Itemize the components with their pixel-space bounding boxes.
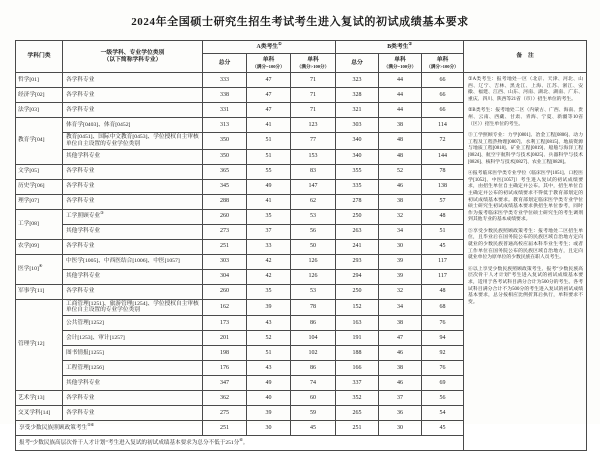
score-cell: 50 xyxy=(291,239,336,254)
score-cell: 152 xyxy=(336,299,379,316)
score-cell: 123 xyxy=(291,118,336,133)
category-cell: 理学[07] xyxy=(16,194,63,209)
header-specialty xyxy=(63,41,203,73)
score-cell: 49 xyxy=(247,179,291,194)
score-cell: 44 xyxy=(379,88,422,103)
score-cell: 35 xyxy=(247,284,291,299)
score-cell: 40 xyxy=(247,391,291,406)
category-cell: 交叉学科[14] xyxy=(16,406,63,421)
specialty-cell: 各学科专业 xyxy=(63,239,203,254)
score-cell: 263 xyxy=(336,224,379,239)
score-cell: 83 xyxy=(291,164,336,179)
score-cell: 251 xyxy=(203,239,247,254)
remark-paragraph: ②B类考生：报考地处二区（内蒙古、广西、海南、贵州、云南、西藏、甘肃、青海、宁夏、新疆等10省（区））招生单位的考生。 xyxy=(468,108,584,127)
score-cell: 117 xyxy=(422,254,464,269)
score-cell: 76 xyxy=(422,316,464,331)
score-cell: 250 xyxy=(336,209,379,224)
score-cell: 51 xyxy=(247,149,291,164)
score-cell: 176 xyxy=(203,361,247,376)
category-cell: 历史学[06] xyxy=(16,179,63,194)
score-cell: 350 xyxy=(203,133,247,150)
score-cell: 39 xyxy=(379,254,422,269)
score-cell: 34 xyxy=(379,299,422,316)
remark-paragraph: ①A类考生：报考地处一区（北京、天津、河北、山西、辽宁、吉林、黑龙江、上海、江苏、浙江、安徽、福建、江西、山东、河南、湖北、湖南、广东、重庆、四川、陕西等21省（市））招生单位的考生。 xyxy=(468,77,584,102)
header-b-single-over100: 单科 （满分>100分） xyxy=(422,54,464,73)
score-table xyxy=(15,40,587,451)
score-cell: 355 xyxy=(336,164,379,179)
specialty-cell: 教育[0451]、国际中文教育[0453]、学位授权自主审核单位自主设置的专业学位类别 xyxy=(63,133,203,150)
score-cell: 35 xyxy=(247,209,291,224)
category-cell: 农学[09] xyxy=(16,239,63,254)
header-category: 学科门类 xyxy=(16,41,63,73)
score-cell: 331 xyxy=(203,103,247,118)
score-cell: 45 xyxy=(422,239,464,254)
score-cell: 30 xyxy=(379,239,422,254)
score-cell: 335 xyxy=(336,179,379,194)
remark-paragraph: ⑥以上享受少数民族照顾政策考生、报考“少数民族高层次骨干人才计划”考生进入复试的初试成绩基本要求，适用于各考试科目满分合计为500分的考生。各考试科目满分合计不为500分的考生进入复试的初试成绩基本要求，总分按相应比例折算后执行，单科要求不变。 xyxy=(468,266,584,305)
score-cell: 37 xyxy=(247,224,291,239)
score-cell: 66 xyxy=(422,73,464,88)
score-cell: 273 xyxy=(203,224,247,239)
score-cell: 47 xyxy=(247,73,291,88)
specialty-cell: 工程管理[1256] xyxy=(63,361,203,376)
score-cell: 47 xyxy=(247,103,291,118)
score-cell: 293 xyxy=(336,254,379,269)
category-cell: 哲学[01] xyxy=(16,73,63,88)
score-cell: 43 xyxy=(247,361,291,376)
score-cell: 51 xyxy=(247,133,291,150)
score-cell: 71 xyxy=(291,73,336,88)
score-cell: 347 xyxy=(203,376,247,391)
specialty-cell: 工学照顾专业③ xyxy=(63,209,203,224)
category-cell: 军事学[11] xyxy=(16,284,63,299)
category-cell: 教育学[04] xyxy=(16,118,63,165)
score-cell: 72 xyxy=(422,133,464,150)
footnote-cell: 报考“少数民族高层次骨干人才计划”考生进入复试的初试成绩基本要求为总分不低于251分⑥。 xyxy=(16,436,464,451)
category-cell: 经济学[02] xyxy=(16,88,63,103)
category-cell: 医学[10]④ xyxy=(16,254,63,284)
score-cell: 47 xyxy=(379,331,422,346)
score-cell: 71 xyxy=(291,88,336,103)
score-cell: 338 xyxy=(203,88,247,103)
score-cell: 69 xyxy=(422,376,464,391)
score-cell: 92 xyxy=(422,346,464,361)
score-cell: 126 xyxy=(291,269,336,284)
footnote-marker: ⑤⑥ xyxy=(87,422,95,427)
specialty-cell: 工商管理[1251]、旅游管理[1254]、学位授权自主审核单位自主设置的专业学位类别 xyxy=(63,299,203,316)
score-cell: 42 xyxy=(247,254,291,269)
specialty-cell: 图书情报[1255] xyxy=(63,346,203,361)
score-cell: 32 xyxy=(379,284,422,299)
specialty-cell: 会计[1253]、审计[1257] xyxy=(63,331,203,346)
category-cell: 艺术学[13] xyxy=(16,391,63,406)
score-cell: 48 xyxy=(422,209,464,224)
score-cell: 162 xyxy=(203,299,247,316)
score-cell: 102 xyxy=(291,346,336,361)
score-cell: 275 xyxy=(203,406,247,421)
score-cell: 191 xyxy=(336,331,379,346)
score-cell: 46 xyxy=(379,346,422,361)
score-cell: 62 xyxy=(291,194,336,209)
score-cell: 53 xyxy=(291,284,336,299)
score-cell: 68 xyxy=(422,299,464,316)
score-cell: 303 xyxy=(336,118,379,133)
score-cell: 38 xyxy=(379,194,422,209)
score-cell: 47 xyxy=(247,88,291,103)
score-cell: 241 xyxy=(336,239,379,254)
score-cell: 52 xyxy=(379,164,422,179)
document-title: 2024年全国硕士研究生招生考试考生进入复试的初试成绩基本要求 xyxy=(131,16,469,28)
score-cell: 294 xyxy=(336,269,379,284)
score-cell: 138 xyxy=(422,179,464,194)
score-cell: 365 xyxy=(203,164,247,179)
specialty-cell: 其他学科专业 xyxy=(63,149,203,164)
specialty-cell: 其他学科专业 xyxy=(63,376,203,391)
score-cell: 86 xyxy=(291,316,336,331)
header-b-single100: 单科 （满分=100分） xyxy=(379,54,422,73)
score-cell: 38 xyxy=(379,316,422,331)
specialty-cell: 各学科专业 xyxy=(63,391,203,406)
score-cell: 323 xyxy=(336,73,379,88)
score-cell: 44 xyxy=(379,103,422,118)
score-cell: 313 xyxy=(203,118,247,133)
header-b-total: 总分 xyxy=(336,54,379,73)
header-a-single100: 单科 （满分=100分） xyxy=(247,54,291,73)
score-cell: 78 xyxy=(291,299,336,316)
score-cell: 30 xyxy=(247,421,291,436)
category-cell: 法学[03] xyxy=(16,103,63,118)
specialty-cell: 体育学[0403]、体育[0452] xyxy=(63,118,203,133)
score-cell: 126 xyxy=(291,254,336,269)
score-cell: 44 xyxy=(379,73,422,88)
score-cell: 33 xyxy=(247,239,291,254)
score-cell: 251 xyxy=(203,421,247,436)
remark-paragraph: ③工学照顾专业：力学[0801]、冶金工程[0806]、动力工程及工程热物理[0807]、水利工程[0815]、地质资源与地质工程[0818]、矿业工程[0819]、船舶与海洋工程[0824]、航空宇航科学与技术[0825]、兵器科学与技术[0826]、核科学与技术[0827]、农业工程[0828]。 xyxy=(468,133,584,165)
score-cell: 34 xyxy=(379,224,422,239)
category-cell: 文学[05] xyxy=(16,164,63,179)
score-cell: 48 xyxy=(379,133,422,150)
footnote-marker: ⑥ xyxy=(239,437,243,442)
header-specialty-line2: （以下简称学科专业） xyxy=(103,56,162,63)
score-cell: 76 xyxy=(422,361,464,376)
score-cell: 86 xyxy=(291,361,336,376)
specialty-cell: 各学科专业 xyxy=(63,88,203,103)
score-cell: 250 xyxy=(336,284,379,299)
score-cell: 288 xyxy=(203,194,247,209)
score-cell: 265 xyxy=(336,406,379,421)
score-cell: 173 xyxy=(203,316,247,331)
header-a-single-over100: 单科 （满分>100分） xyxy=(291,54,336,73)
header-group-b: B类考生② xyxy=(336,41,464,54)
score-cell: 53 xyxy=(291,209,336,224)
score-cell: 41 xyxy=(247,118,291,133)
specialty-cell: 各学科专业 xyxy=(63,73,203,88)
footnote-marker: ② xyxy=(408,41,412,46)
score-cell: 54 xyxy=(422,406,464,421)
score-cell: 163 xyxy=(336,316,379,331)
score-cell: 38 xyxy=(379,361,422,376)
minority-policy-cell: 享受少数民族照顾政策考生⑤⑥ xyxy=(16,421,203,436)
score-cell: 66 xyxy=(422,103,464,118)
specialty-cell: 各学科专业 xyxy=(63,194,203,209)
score-cell: 94 xyxy=(422,331,464,346)
footnote-marker: ④ xyxy=(38,263,43,268)
score-cell: 66 xyxy=(422,88,464,103)
score-cell: 42 xyxy=(247,269,291,284)
score-cell: 45 xyxy=(291,421,336,436)
score-cell: 147 xyxy=(291,179,336,194)
specialty-cell: 中医学[1005]、中西医结合[1006]、中医[1057] xyxy=(63,254,203,269)
score-cell: 55 xyxy=(247,164,291,179)
score-cell: 345 xyxy=(203,179,247,194)
specialty-cell: 其他学科专业 xyxy=(63,269,203,284)
score-cell: 144 xyxy=(422,149,464,164)
score-cell: 46 xyxy=(379,179,422,194)
score-table-body xyxy=(16,73,587,451)
score-cell: 337 xyxy=(336,376,379,391)
score-cell: 32 xyxy=(379,209,422,224)
remarks-cell xyxy=(464,73,587,451)
specialty-cell: 各学科专业 xyxy=(63,179,203,194)
score-cell: 352 xyxy=(336,391,379,406)
score-cell: 30 xyxy=(379,421,422,436)
remark-paragraph: ⑤享受少数民族照顾政策考生：报考地处二区招生单位，且毕业后在国务院公布的民族区域自治地方定向就业的少数民族普通高校应届本科毕业生考生；或者工作单位在国务院公布的民族区域自治地方，且定向就业单位为原单位的少数民族在职人员考生。 xyxy=(468,228,584,261)
specialty-cell: 各学科专业 xyxy=(63,284,203,299)
specialty-cell: 各学科专业 xyxy=(63,103,203,118)
score-cell: 41 xyxy=(247,194,291,209)
score-cell: 60 xyxy=(291,391,336,406)
score-cell: 37 xyxy=(379,391,422,406)
score-cell: 48 xyxy=(379,149,422,164)
score-cell: 39 xyxy=(247,406,291,421)
score-cell: 333 xyxy=(203,73,247,88)
score-cell: 251 xyxy=(336,421,379,436)
remark-paragraph: ④报考临床医学类专业学位（临床医学[1051]、口腔医学[1052]、中医[1057]）考生进入复试的初试成绩要求，由招生单位自主确定并公布。其中，招生单位自主确定并公布的初试成绩要求不得低于教育部划定的初试成绩基本要求。教育部划定临床医学类专业学位硕士研究生初试成绩基本要求供招生单位参考，同时作为报考临床医学类专业学位硕士研究生的考生调剂到其他专业的基本成绩要求。 xyxy=(468,171,584,223)
score-cell: 39 xyxy=(379,269,422,284)
score-cell: 362 xyxy=(203,391,247,406)
score-cell: 340 xyxy=(336,133,379,150)
specialty-cell: 公共管理[1252] xyxy=(63,316,203,331)
score-cell: 188 xyxy=(336,346,379,361)
header-a-total: 总分 xyxy=(203,54,247,73)
specialty-cell: 各学科专业 xyxy=(63,164,203,179)
score-cell: 45 xyxy=(422,421,464,436)
category-cell: 工学[08] xyxy=(16,209,63,239)
header-remarks: 备 注 xyxy=(464,41,587,73)
score-cell: 71 xyxy=(291,103,336,118)
score-cell: 321 xyxy=(336,103,379,118)
footnote-marker: ① xyxy=(278,41,282,46)
score-cell: 153 xyxy=(291,149,336,164)
score-cell: 39 xyxy=(247,299,291,316)
score-cell: 52 xyxy=(247,331,291,346)
score-cell: 59 xyxy=(291,406,336,421)
score-cell: 350 xyxy=(203,149,247,164)
score-cell: 46 xyxy=(379,376,422,391)
score-cell: 36 xyxy=(379,406,422,421)
score-cell: 51 xyxy=(422,224,464,239)
score-cell: 114 xyxy=(422,118,464,133)
score-cell: 56 xyxy=(291,224,336,239)
table-row xyxy=(16,73,587,88)
score-cell: 166 xyxy=(336,361,379,376)
score-cell: 77 xyxy=(291,133,336,150)
footnote-marker: ③ xyxy=(100,211,104,216)
score-cell: 328 xyxy=(336,88,379,103)
score-cell: 201 xyxy=(203,331,247,346)
score-cell: 57 xyxy=(422,194,464,209)
score-cell: 303 xyxy=(203,254,247,269)
score-cell: 74 xyxy=(291,376,336,391)
score-cell: 38 xyxy=(379,118,422,133)
header-specialty-line1: 一级学科、专业学位类别 xyxy=(100,49,165,56)
score-cell: 51 xyxy=(247,346,291,361)
specialty-cell: 其他学科专业 xyxy=(63,224,203,239)
header-group-a: A类考生① xyxy=(203,41,336,54)
score-cell: 78 xyxy=(422,164,464,179)
score-cell: 56 xyxy=(422,391,464,406)
score-cell: 49 xyxy=(247,376,291,391)
score-cell: 43 xyxy=(247,316,291,331)
score-cell: 117 xyxy=(422,269,464,284)
score-cell: 260 xyxy=(203,209,247,224)
specialty-cell: 各学科专业 xyxy=(63,406,203,421)
score-cell: 278 xyxy=(336,194,379,209)
score-cell: 48 xyxy=(422,284,464,299)
score-cell: 104 xyxy=(291,331,336,346)
score-cell: 260 xyxy=(203,284,247,299)
score-cell: 304 xyxy=(203,269,247,284)
score-cell: 198 xyxy=(203,346,247,361)
score-cell: 340 xyxy=(336,149,379,164)
category-cell: 管理学[12] xyxy=(16,299,63,391)
